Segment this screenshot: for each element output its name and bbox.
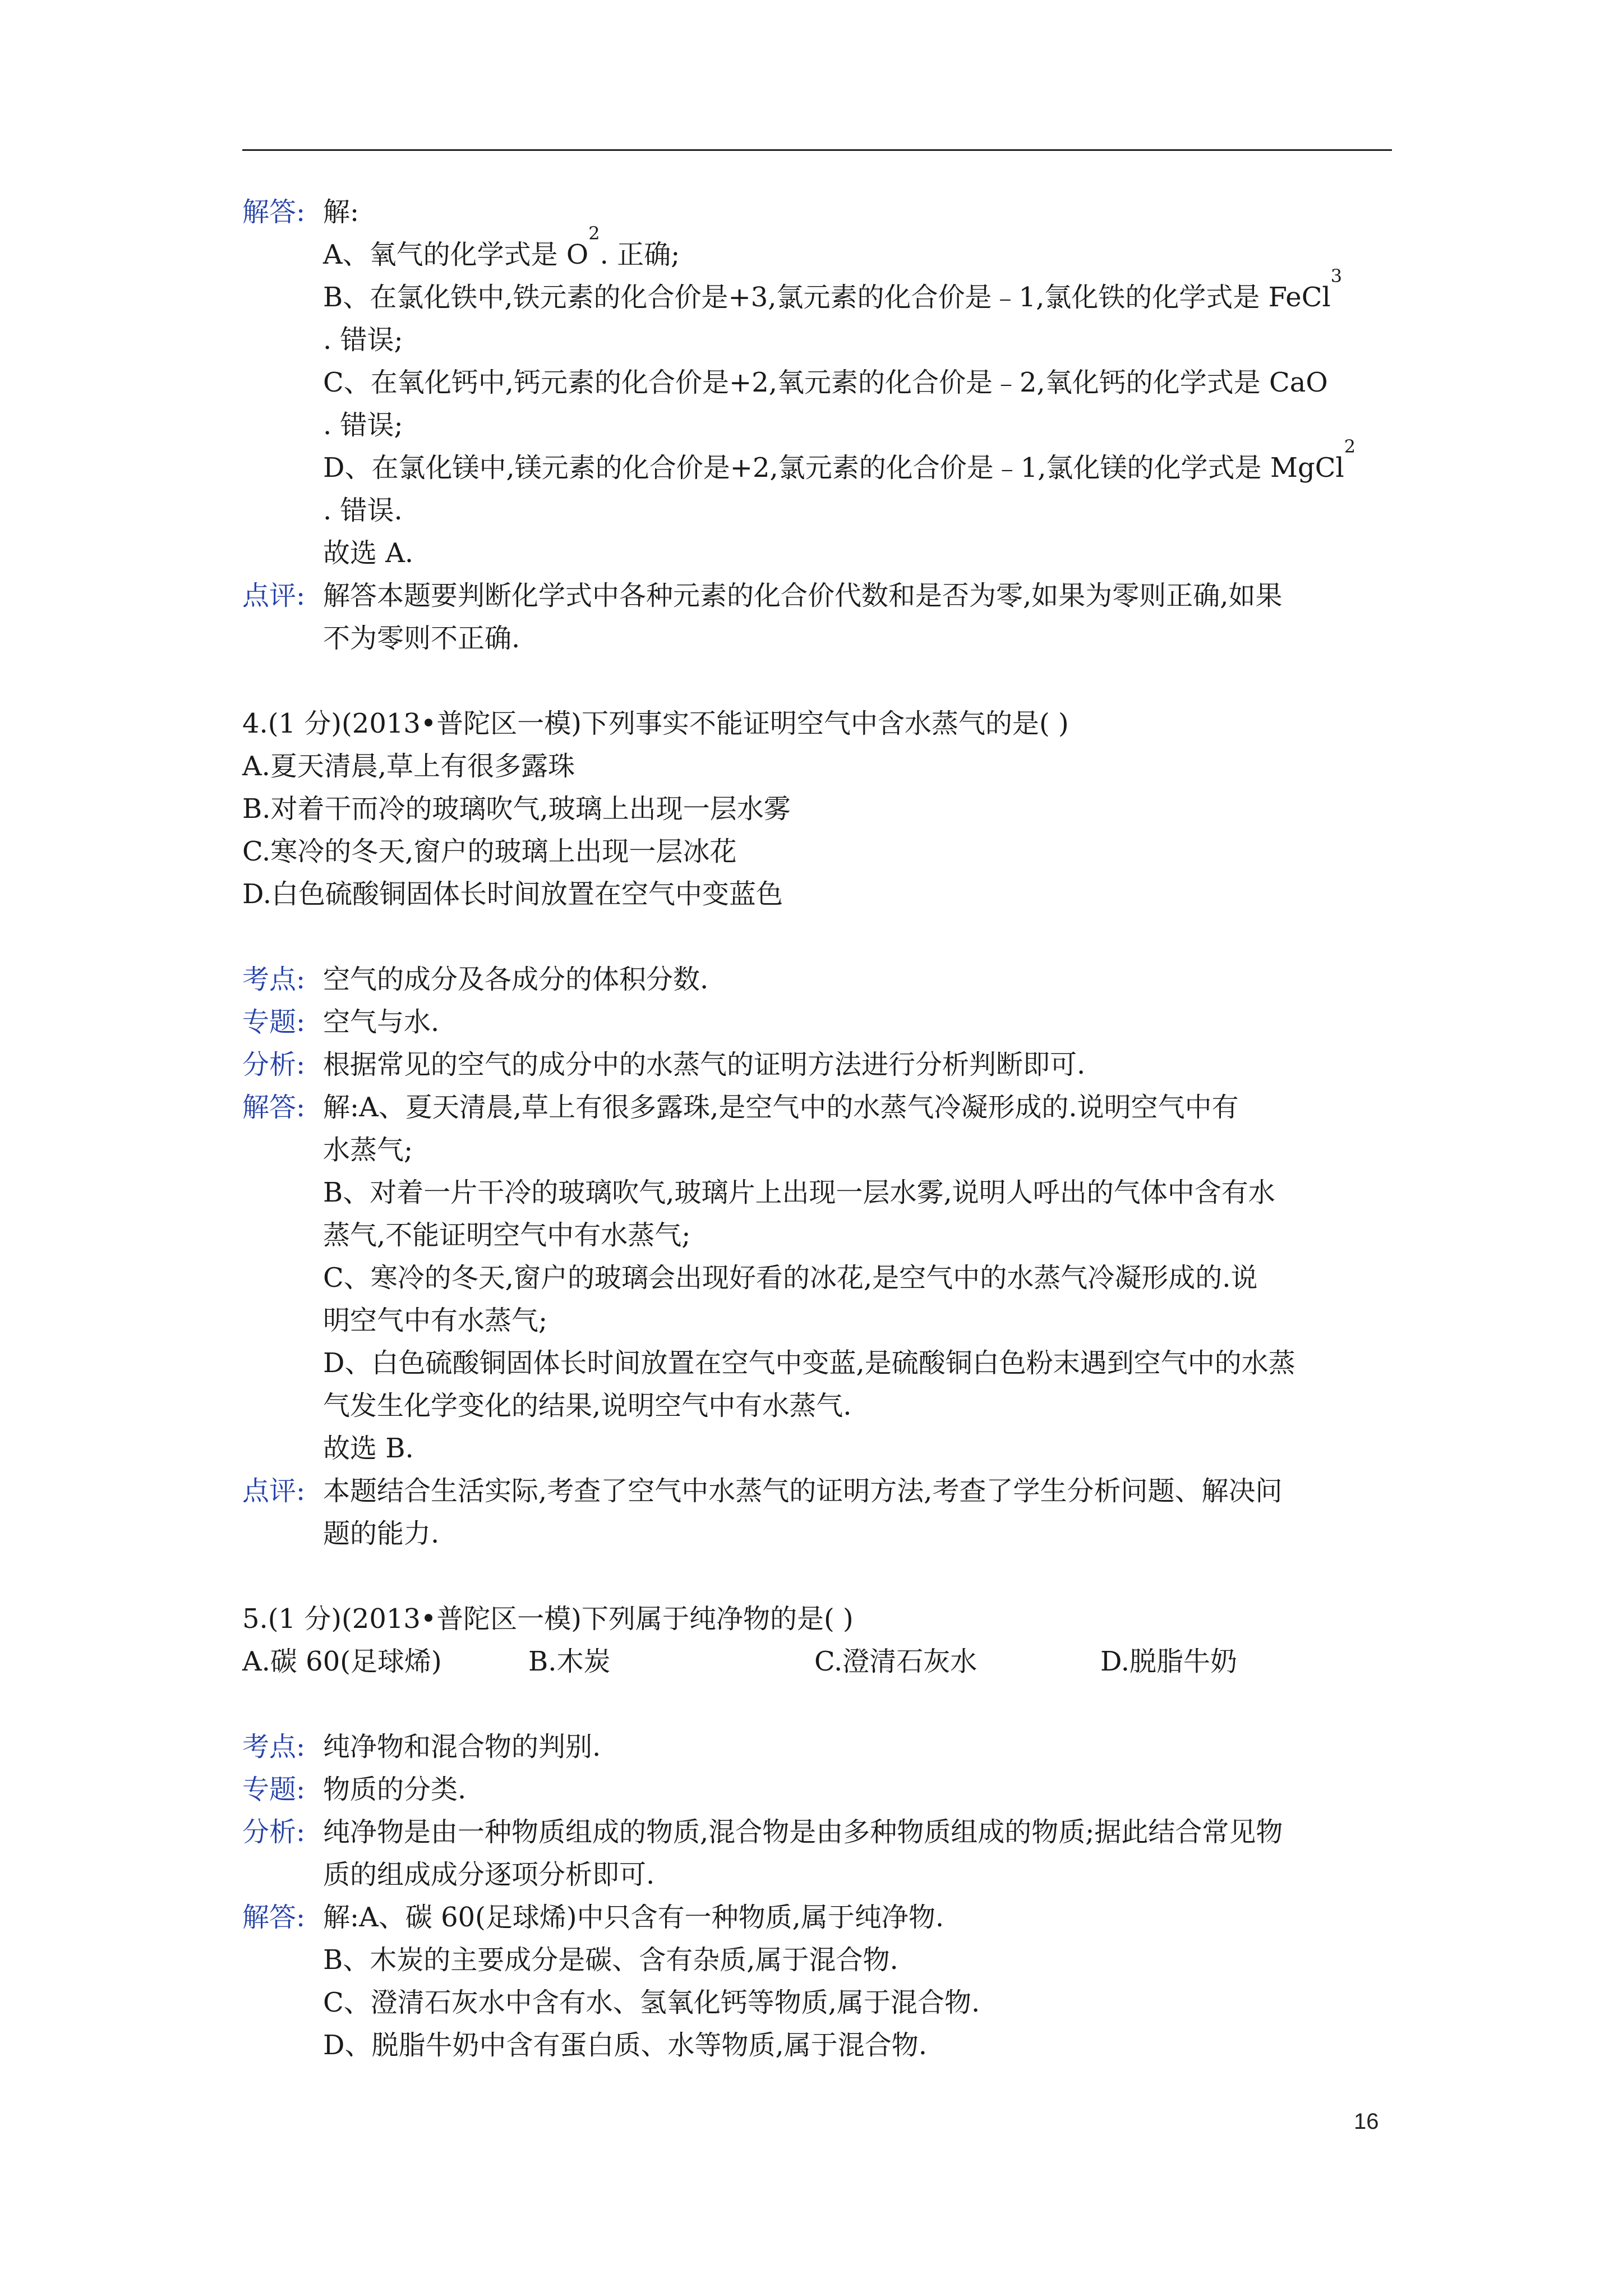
q4-option-b: B.对着干而冷的玻璃吹气,玻璃上出现一层水雾 (242, 793, 791, 825)
q4-option-a: A.夏天清晨,草上有很多露珠 (242, 751, 575, 782)
zhuanti-tag: 专题: (242, 1006, 306, 1038)
page-number: 16 (1354, 2109, 1379, 2134)
q4-jieda: 解答: 解:A、夏天清晨,草上有很多露珠,是空气中的水蒸气冷凝形成的.说明空气中有 (242, 1086, 1398, 1129)
q5-jieda-line: B、木炭的主要成分是碳、含有杂质,属于混合物. (323, 1944, 898, 1976)
prev-answer-line-b: B、在氯化铁中,铁元素的化合价是+3,氯元素的化合价是﹣1,氯化铁的化学式是 FeCl 3 (323, 265, 1343, 313)
q4-jieda-line: 水蒸气; (323, 1134, 413, 1166)
q5-zhuanti: 专题: 物质的分类. (242, 1768, 1398, 1811)
document-body (242, 191, 1398, 2067)
q4-dianping: 点评: 本题结合生活实际,考查了空气中水蒸气的证明方法,考查了学生分析问题、解决问 (242, 1470, 1398, 1512)
fenxi-tag: 分析: (242, 1816, 306, 1848)
q5-stem: 5.(1 分)(2013•普陀区一模)下列属于纯净物的是( ) (242, 1603, 854, 1635)
q4-zhuanti: 专题: 空气与水. (242, 1001, 1398, 1043)
prev-dianping-cont: 不为零则不正确. (323, 623, 520, 654)
prev-answer-line-d-tail: . 错误. (323, 495, 403, 526)
q4-jieda-line: 故选 B. (323, 1433, 414, 1464)
jieda-tag: 解答: (242, 196, 306, 228)
q4-jieda-line: 蒸气,不能证明空气中有水蒸气; (323, 1220, 691, 1251)
q4-stem: 4.(1 分)(2013•普陀区一模)下列事实不能证明空气中含水蒸气的是( ) (242, 708, 1069, 739)
q4-jieda-line: 气发生化学变化的结果,说明空气中有水蒸气. (323, 1390, 852, 1421)
dianping-tag: 点评: (242, 580, 306, 611)
q4-option-d: D.白色硫酸铜固体长时间放置在空气中变蓝色 (242, 878, 783, 910)
dianping-tag: 点评: (242, 1475, 306, 1507)
fenxi-tag: 分析: (242, 1049, 306, 1080)
kaodian-tag: 考点: (242, 964, 306, 995)
prev-dianping: 点评: 解答本题要判断化学式中各种元素的化合价代数和是否为零,如果为零则正确,如果 (242, 574, 1398, 617)
q5-kaodian: 考点: 纯净物和混合物的判别. (242, 1726, 1398, 1768)
q4-option-c: C.寒冷的冬天,窗户的玻璃上出现一层冰花 (242, 836, 737, 867)
q5-option-d: D.脱脂牛奶 (1100, 1646, 1238, 1677)
q5-fenxi-cont: 质的组成成分逐项分析即可. (323, 1859, 655, 1890)
prev-answer-line-d: D、在氯化镁中,镁元素的化合价是+2,氯元素的化合价是﹣1,氯化镁的化学式是 MgCl 2 (323, 436, 1356, 484)
prev-answer-line-a: A、氧气的化学式是 O 2 . 正确; (323, 223, 680, 270)
q4-fenxi: 分析: 根据常见的空气的成分中的水蒸气的证明方法进行分析判断即可. (242, 1043, 1398, 1086)
prev-answer-line-b-tail: . 错误; (323, 324, 403, 356)
q4-jieda-line: D、白色硫酸铜固体长时间放置在空气中变蓝,是硫酸铜白色粉末遇到空气中的水蒸 (323, 1347, 1295, 1379)
jieda-tag: 解答: (242, 1902, 306, 1933)
q5-option-b: B.木炭 (528, 1646, 611, 1677)
q5-option-a: A.碳 60(足球烯) (242, 1646, 442, 1677)
prev-answer-head: 解答: 解: (242, 191, 1398, 233)
q5-fenxi: 分析: 纯净物是由一种物质组成的物质,混合物是由多种物质组成的物质;据此结合常见物 (242, 1811, 1398, 1853)
q5-jieda-line: D、脱脂牛奶中含有蛋白质、水等物质,属于混合物. (323, 2030, 928, 2061)
q4-jieda-line: C、寒冷的冬天,窗户的玻璃会出现好看的冰花,是空气中的水蒸气冷凝形成的.说 (323, 1262, 1258, 1294)
zhuanti-tag: 专题: (242, 1774, 306, 1805)
q5-option-c: C.澄清石灰水 (814, 1646, 978, 1677)
prev-answer-line-c-tail: . 错误; (323, 409, 403, 441)
q4-jieda-line: B、对着一片干冷的玻璃吹气,玻璃片上出现一层水雾,说明人呼出的气体中含有水 (323, 1177, 1275, 1208)
q4-kaodian: 考点: 空气的成分及各成分的体积分数. (242, 958, 1398, 1001)
q4-jieda-line: 明空气中有水蒸气; (323, 1305, 548, 1336)
jieda-tag: 解答: (242, 1092, 306, 1123)
prev-answer-line-c: C、在氧化钙中,钙元素的化合价是+2,氧元素的化合价是﹣2,氧化钙的化学式是 CaO (323, 367, 1328, 398)
kaodian-tag: 考点: (242, 1731, 306, 1763)
header-rule (242, 149, 1392, 151)
q4-dianping-cont: 题的能力. (323, 1518, 440, 1549)
q5-jieda-line: C、澄清石灰水中含有水、氢氧化钙等物质,属于混合物. (323, 1987, 980, 2018)
prev-answer-choice: 故选 A. (323, 537, 414, 569)
q5-jieda: 解答: 解:A、碳 60(足球烯)中只含有一种物质,属于纯净物. (242, 1896, 1398, 1939)
q5-options (242, 1640, 1398, 1683)
